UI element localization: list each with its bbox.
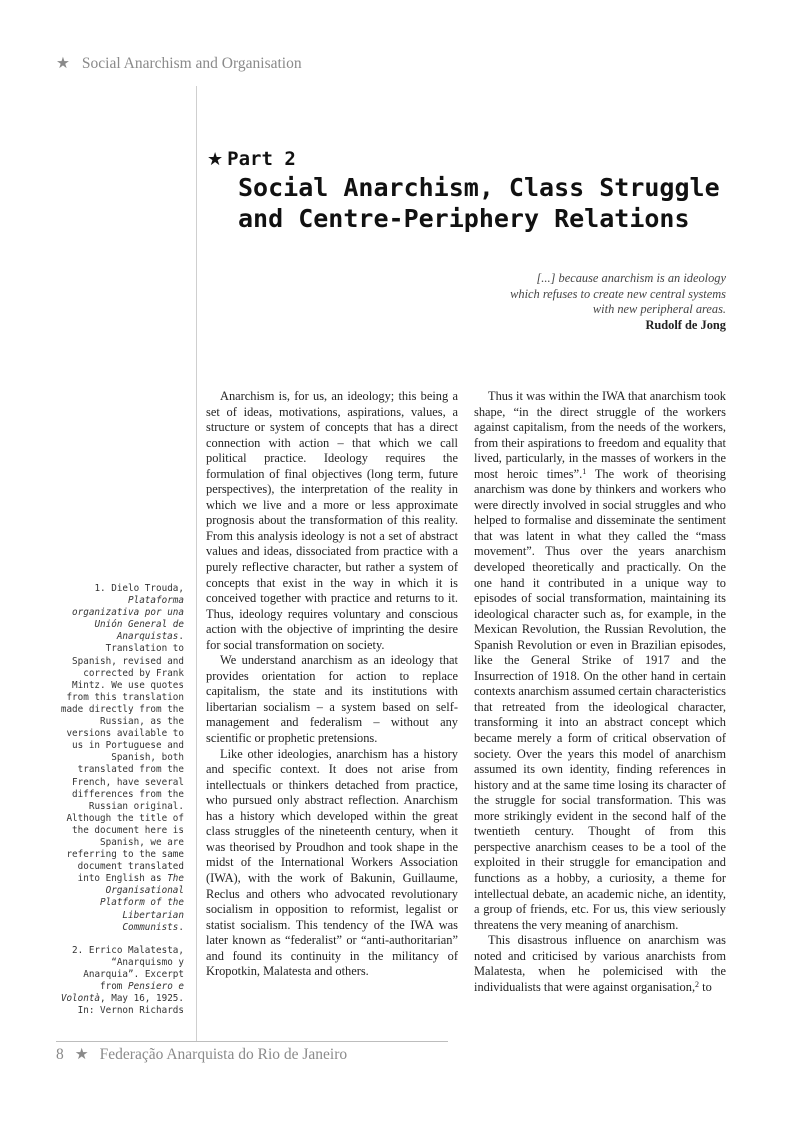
chapter-title-line-2: and Centre-Periphery Relations [238, 204, 690, 233]
epigraph-author: Rudolf de Jong [645, 317, 726, 332]
epigraph-line-3: with new peripheral areas. [592, 302, 726, 316]
footnote-2: 2. Errico Malatesta, “Anarquismo y Anarquia”. Excerpt from Pensiero e Volontà, May 16, 1925. In: Vernon Richards [60, 944, 184, 1017]
running-head [56, 54, 302, 73]
vertical-divider [196, 86, 197, 1041]
margin-notes [56, 583, 184, 1028]
part-label: Part 2 [227, 148, 296, 170]
paragraph: Anarchism is, for us, an ideology; this being a set of ideas, motivations, aspirations, values, a structure or system of concepts that has a direct connection with action – that which we call political practice. Ideology requires the formulation of final objectives (long term, future perspectives), the interpretation of the reality in which we live and a more or less approximate prognosis about the transformation of this reality. From this analysis ideology is not a set of abstract values and ideas, dissociated from practice with a purely reflective character, but rather a system of concepts that exist in the way in which it is conceived together with practice and returns to it. Thus, ideology requires voluntary and conscious action with the objective of imprinting the desire for social transformation on society. [206, 389, 458, 652]
page-footer [56, 1045, 347, 1064]
paragraph: This disastrous influence on anarchism was noted and criticised by various anarchists from Malatesta, when he polemicised with the individualists that were against organisation,$^2$ to [474, 933, 726, 994]
epigraph [426, 271, 726, 333]
paragraph: Thus it was within the IWA that anarchism took shape, “in the direct struggle of the workers against capitalism, from the needs of the workers, from their aspirations to freedom and equality that lived, particularly, in the masses of workers in the most heroic times”.$^1$ The work of theorising anarchism was done by thinkers and workers who were directly involved in social struggles and who helped to formalise and disseminate the sentiment that was latent in what they called the “mass movement”. Thus over the years anarchism developed theoretically and practically. On the one hand it contributed in a unique way to episodes of social transformation, maintaining its ideological character such as, for example, in the Mexican Revolution, the Russian Revolution, the Spanish Revolution or even in Brazilian episodes, like the General Strike of 1917 and the Insurrection of 1918. On the other hand in certain contexts anarchism assumed certain characteristics that retreated from the ideological character, transforming it into an abstract concept which became merely a form of critical observation of society. Over the years this model of anarchism assumed its own identity, finding references in history and at the same time losing its character of the struggle for social transformation. This was more strikingly evident in the second half of the twentieth century. Thought of from this perspective anarchism ceases to be a tool of the exploited in their struggle for emancipation and functions as a hobby, a curiosity, a theme for intellectual debate, an academic niche, an identity, a group of friends, etc. For us, this view seriously threatens the very meaning of anarchism. [474, 389, 726, 932]
epigraph-line-1: [...] because anarchism is an ideology [536, 271, 726, 285]
footnote-ref[interactable]: 2 [695, 979, 700, 989]
footer-rule [56, 1041, 448, 1042]
paragraph: Like other ideologies, anarchism has a history and specific context. It does not arise from intellectuals or thinkers detached from practice, who pursued only abstract reflection. Anarchism has a history which developed within the great class struggles of the nineteenth century, when it was theorised by Proudhon and took shape in the midst of the International Workers Association (IWA), with the work of Bakunin, Guillaume, Reclus and others who advocated revolutionary socialism in opposition to reformist, legalist or statist socialism. This tendency of the IWA was later known as “federalist” or “anti-authoritarian” and found its continuity in the militancy of Kropotkin, Malatesta and others. [206, 746, 458, 979]
star-icon: ★ [74, 1046, 89, 1063]
footnote-ref[interactable]: 1 [582, 466, 587, 476]
chapter-title [238, 172, 720, 234]
star-icon: ★ [56, 55, 70, 72]
running-head-title: Social Anarchism and Organisation [81, 55, 302, 72]
star-icon: ★ [207, 149, 224, 170]
part-heading [207, 148, 296, 170]
publisher-name: Federação Anarquista do Rio de Janeiro [99, 1046, 348, 1063]
paragraph: We understand anarchism as an ideology that provides orientation for action to replace capitalism, the state and its institutions with libertarian socialism – a system based on self-management and federalism – without any scientific or prophetic pretensions. [206, 653, 458, 746]
page-number: 8 [56, 1046, 64, 1063]
chapter-title-line-1: Social Anarchism, Class Struggle [238, 173, 720, 202]
epigraph-line-2: which refuses to create new central systems [510, 286, 726, 301]
body-column-left [206, 389, 458, 980]
footnote-1: 1. Dielo Trouda, Plataforma organizativa por una Unión General de Anarquistas. Translation to Spanish, revised and corrected by Frank Mintz. We use quotes from this translation made directly from the Russian, as the versions available to us in Portuguese and Spanish, both translated from the French, have several differences from the Russian original. Although the title of the document here is Spanish, we are referring to the same document translated into English as The Organisational Platform of the Libertarian Communists. [60, 583, 184, 933]
body-column-right [474, 389, 726, 995]
